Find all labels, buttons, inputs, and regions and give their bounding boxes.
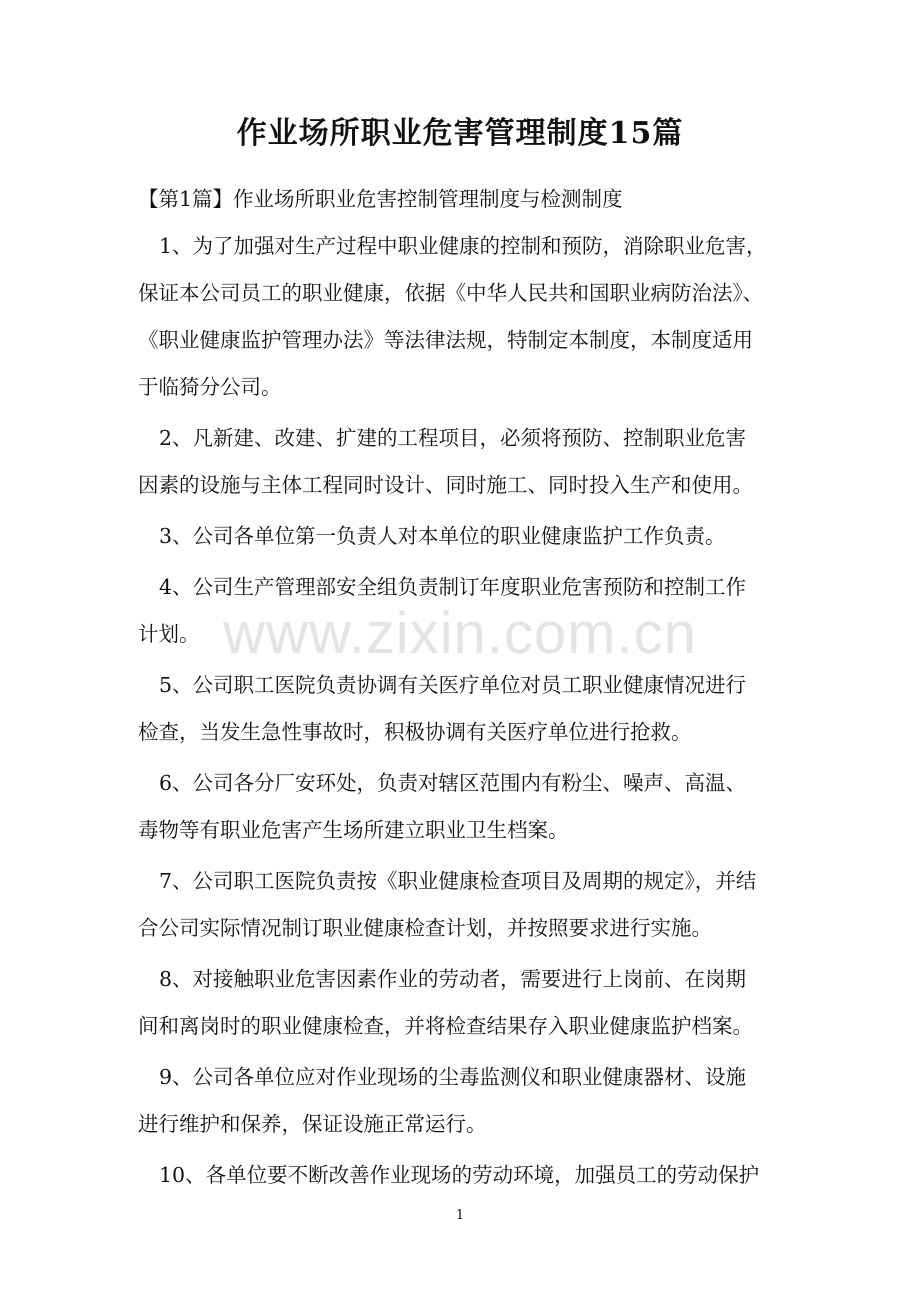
paragraph-line: 进行维护和保养，保证设施正常运行。 (138, 1112, 487, 1136)
section-heading: 【第1篇】作业场所职业危害控制管理制度与检测制度 (138, 187, 623, 211)
paragraph (138, 1152, 798, 1199)
paragraph-line: 2、凡新建、改建、扩建的工程项目，必须将预防、控制职业危害 (159, 426, 747, 450)
paragraph-line: 毒物等有职业危害产生场所建立职业卫生档案。 (138, 818, 569, 842)
paragraph-line: 3、公司各单位第一负责人对本单位的职业健康监护工作负责。 (159, 524, 726, 548)
paragraph-line: 7、公司职工医院负责按《职业健康检查项目及周期的规定》，并结 (159, 869, 757, 893)
paragraph-line: 6、公司各分厂安环处，负责对辖区范围内有粉尘、噪声、高温、 (159, 771, 747, 795)
paragraph-line: 计划。 (138, 622, 200, 646)
paragraph-line: 因素的设施与主体工程同时设计、同时施工、同时投入生产和使用。 (138, 473, 753, 497)
paragraph-list (138, 223, 798, 1199)
paragraph (138, 662, 798, 756)
paragraph (138, 223, 798, 411)
paragraph-line: 间和离岗时的职业健康检查，并将检查结果存入职业健康监护档案。 (138, 1014, 753, 1038)
paragraph-line: 检查，当发生急性事故时，积极协调有关医疗单位进行抢救。 (138, 720, 692, 744)
paragraph-line: 于临猗分公司。 (138, 375, 282, 399)
watermark: www.zixin.com.cn (223, 601, 697, 666)
document-title: 作业场所职业危害管理制度15篇 (236, 116, 684, 151)
paragraph (138, 956, 798, 1050)
paragraph-line: 10、各单位要不断改善作业现场的劳动环境，加强员工的劳动保护 (159, 1163, 760, 1187)
document-body (138, 176, 798, 1203)
paragraph (138, 415, 798, 509)
paragraph (138, 513, 798, 560)
paragraph-line: 9、公司各单位应对作业现场的尘毒监测仪和职业健康器材、设施 (159, 1065, 747, 1089)
paragraph-line: 4、公司生产管理部安全组负责制订年度职业危害预防和控制工作 (159, 575, 747, 599)
paragraph-line: 1、为了加强对生产过程中职业健康的控制和预防，消除职业危害， (159, 234, 767, 258)
paragraph-line: 《职业健康监护管理办法》等法律法规，特制定本制度，本制度适用 (138, 328, 753, 352)
paragraph (138, 760, 798, 854)
page-number: 1 (455, 1208, 465, 1223)
paragraph (138, 858, 798, 952)
paragraph-line: 5、公司职工医院负责协调有关医疗单位对员工职业健康情况进行 (159, 673, 747, 697)
paragraph (138, 1054, 798, 1148)
paragraph-line: 保证本公司员工的职业健康，依据《中华人民共和国职业病防治法》、 (138, 281, 764, 305)
paragraph-line: 合公司实际情况制订职业健康检查计划，并按照要求进行实施。 (138, 916, 712, 940)
paragraph-line: 8、对接触职业危害因素作业的劳动者，需要进行上岗前、在岗期 (159, 967, 747, 991)
